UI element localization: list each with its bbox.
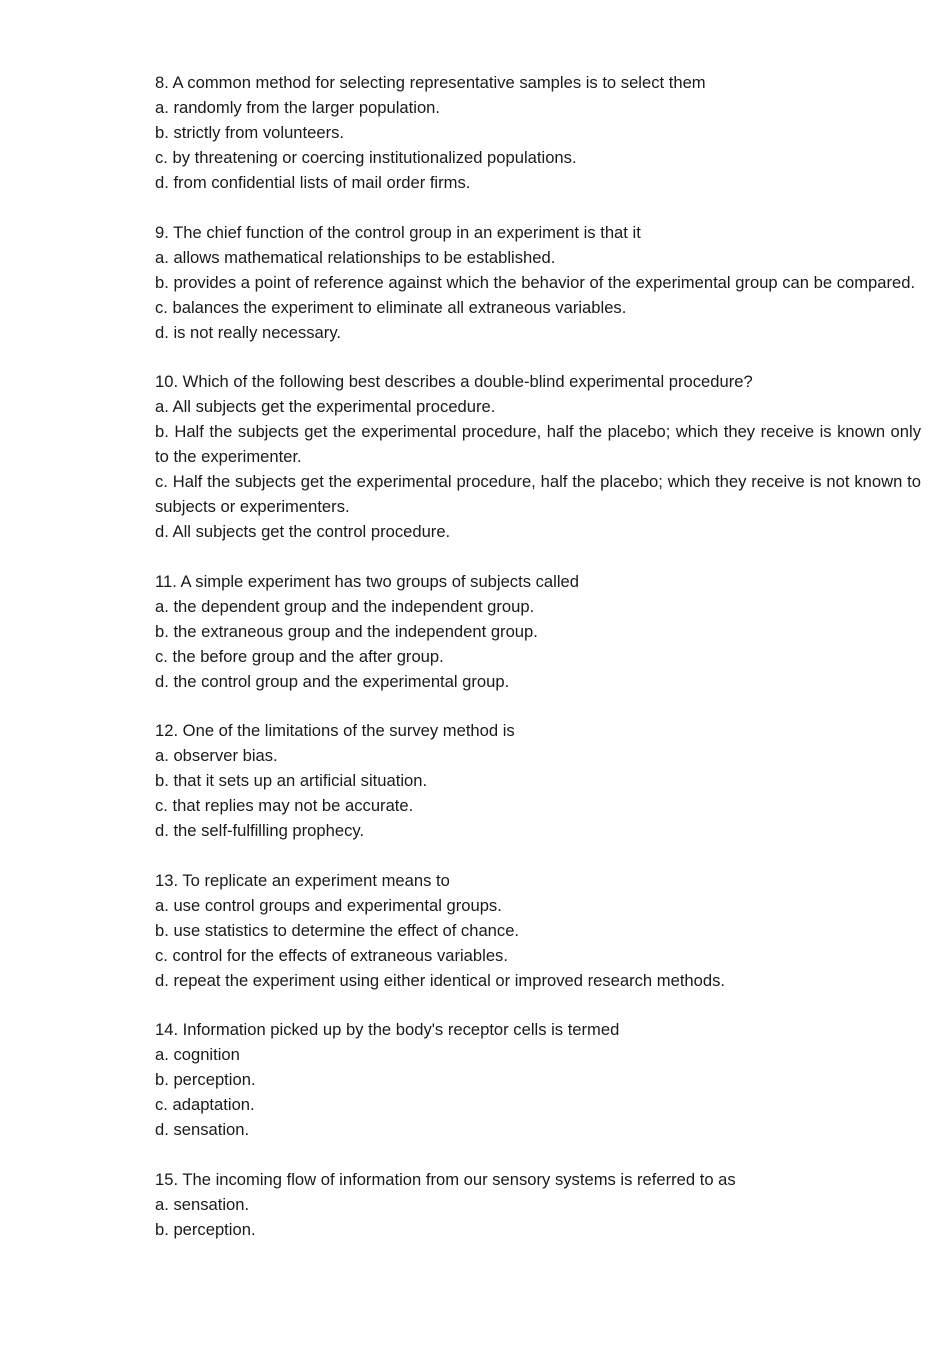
answer-option: b. perception. [155,1219,256,1239]
question-stem: 9. The chief function of the control group in an experiment is that it [155,222,641,242]
question-stem: 15. The incoming flow of information from our sensory systems is referred to as [155,1169,736,1189]
answer-option: b. that it sets up an artificial situation. [155,771,428,790]
document-page [155,70,921,1266]
answer-option: a. use control groups and experimental groups. [155,895,502,915]
question-11 [155,569,921,694]
question-8 [155,70,921,195]
answer-option: c. adaptation. [155,1095,255,1114]
question-12 [155,718,921,843]
answer-option: d. sensation. [155,1120,250,1139]
question-9 [155,220,921,345]
question-stem: 13. To replicate an experiment means to [155,870,450,890]
answer-option: c. balances the experiment to eliminate all extraneous variables. [155,297,627,317]
question-stem: 8. A common method for selecting representative samples is to select them [155,73,706,92]
question-stem: 11. A simple experiment has two groups of subjects called [155,571,579,591]
question-10 [155,369,921,544]
question-stem: 10. Which of the following best describes a double-blind experimental procedure? [155,372,753,391]
answer-option: d. repeat the experiment using either identical or improved research methods. [155,970,726,990]
question-stem: 14. Information picked up by the body's receptor cells is termed [155,1020,620,1039]
answer-option: b. strictly from volunteers. [155,123,345,142]
answer-option: d. All subjects get the control procedure. [155,522,451,541]
question-stem: 12. One of the limitations of the survey method is [155,721,515,740]
answer-option: b. the extraneous group and the independent group. [155,621,538,641]
answer-option: c. Half the subjects get the experimental procedure, half the placebo; which they receive is not known to subjects or experimenters. [155,472,921,516]
answer-option: a. randomly from the larger population. [155,98,441,117]
answer-option: a. observer bias. [155,746,278,765]
answer-option: a. the dependent group and the independent group. [155,596,535,616]
answer-option: b. Half the subjects get the experimental procedure, half the placebo; which they receive is known only to the experimenter. [155,422,921,466]
answer-option: a. cognition [155,1045,240,1064]
answer-option: c. the before group and the after group. [155,646,444,666]
answer-option: c. that replies may not be accurate. [155,796,414,815]
answer-option: b. perception. [155,1070,256,1089]
answer-option: a. All subjects get the experimental procedure. [155,397,496,416]
answer-option: d. from confidential lists of mail order firms. [155,173,471,192]
answer-option: d. the control group and the experimental group. [155,671,510,691]
answer-option: b. provides a point of reference against which the behavior of the experimental group can be compared. [155,272,916,292]
answer-option: d. the self-fulfilling prophecy. [155,821,365,840]
answer-option: c. control for the effects of extraneous variables. [155,945,508,965]
question-15 [155,1167,921,1242]
answer-option: b. use statistics to determine the effect of chance. [155,920,520,940]
answer-option: c. by threatening or coercing institutionalized populations. [155,148,577,167]
answer-option: d. is not really necessary. [155,322,341,342]
question-14 [155,1017,921,1142]
answer-option: a. allows mathematical relationships to be established. [155,247,556,267]
question-13 [155,868,921,993]
answer-option: a. sensation. [155,1194,250,1214]
